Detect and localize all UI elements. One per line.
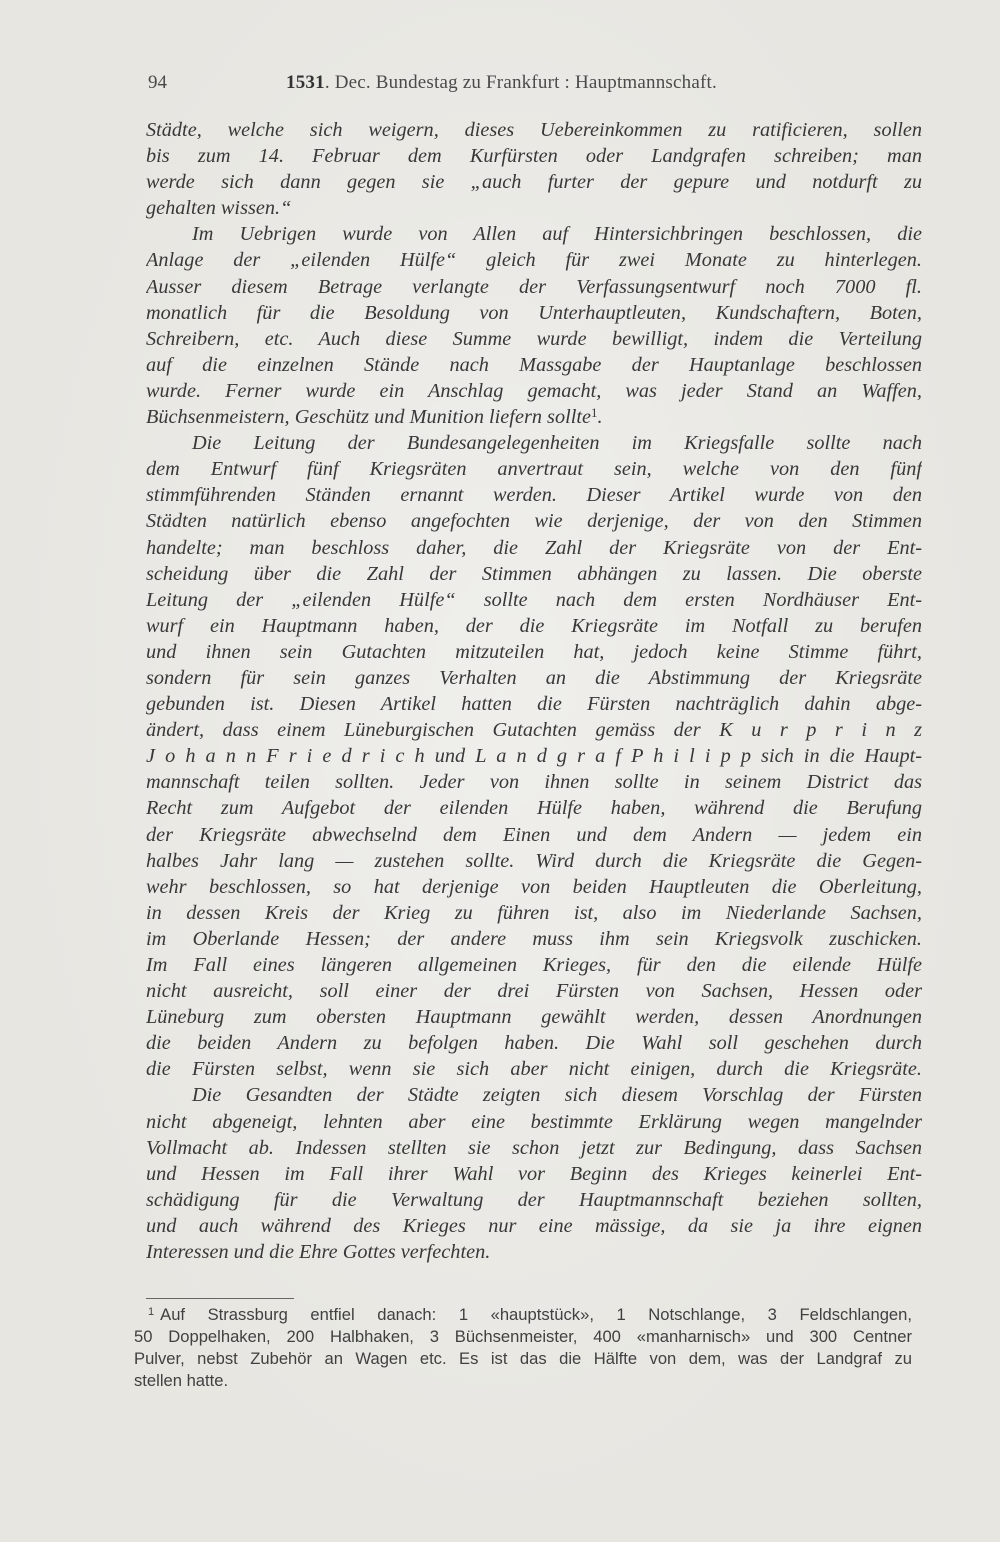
text-line-content: auf die einzelnen Stände nach Massgabe der Hauptanlage beschlossen — [146, 353, 922, 376]
text-line — [146, 822, 922, 848]
text-line-content: gebunden ist. Diesen Artikel hatten die Fürsten nachträglich dahin abge- — [146, 693, 922, 716]
footnote-line — [134, 1348, 912, 1370]
text-line-content: wurf ein Hauptmann haben, der die Kriegsräte im Notfall zu berufen — [146, 614, 922, 637]
text-line — [146, 795, 922, 821]
text-line-content: stimmführenden Ständen ernannt werden. Dieser Artikel wurde von den — [146, 484, 922, 507]
text-line — [146, 1082, 922, 1108]
text-line-content: Büchsenmeistern, Geschütz und Munition liefern sollte — [146, 406, 591, 429]
text-line — [146, 143, 922, 169]
text-line — [146, 247, 922, 273]
text-line-content: schädigung für die Verwaltung der Hauptmannschaft beziehen sollten, — [146, 1188, 922, 1211]
text-line — [146, 456, 922, 482]
text-line — [146, 1135, 922, 1161]
text-line-content: wehr beschlossen, so hat derjenige von beiden Hauptleuten die Oberleitung, — [146, 875, 922, 898]
text-line-content: nicht abgeneigt, lehnten aber eine bestimmte Erklärung wegen mangelnder — [146, 1110, 922, 1133]
text-line — [146, 274, 922, 300]
text-line-content: halbes Jahr lang — zustehen sollte. Wird durch die Kriegsräte die Gegen- — [146, 849, 922, 872]
text-line-content: scheidung über die Zahl der Stimmen abhängen zu lassen. Die oberste — [146, 562, 922, 585]
text-line-content: nicht ausreicht, soll einer der drei Fürsten von Sachsen, Hessen oder — [146, 980, 922, 1003]
text-line-content: Ausser diesem Betrage verlangte der Verfassungsentwurf noch 7000 fl. — [146, 275, 922, 298]
running-title — [286, 72, 717, 94]
text-line-content: Die Leitung der Bundesangelegenheiten im Kriegsfalle sollte nach — [192, 432, 922, 455]
text-line-content: Anlage der „eilenden Hülfe“ gleich für zwei Monate zu hinterlegen. — [146, 249, 922, 272]
text-line — [146, 1239, 922, 1265]
footnote-divider — [146, 1298, 294, 1299]
text-line — [146, 1056, 922, 1082]
footnote-line-content: Pulver, nebst Zubehör an Wagen etc. Es ist das die Hälfte von dem, was der Landgraf zu — [134, 1349, 912, 1368]
text-line-content: Recht zum Aufgebot der eilenden Hülfe haben, während die Berufung — [146, 797, 922, 820]
text-line-content: J o h a n n F r i e d r i c h und L a n d g r a f P h i l i p p sich in die Haupt- — [146, 745, 922, 768]
text-line-content: ändert, dass einem Lüneburgischen Gutachten gemäss der K u r p r i n z — [146, 719, 922, 742]
text-line-content: und ihnen sein Gutachten mitzuteilen hat, jedoch keine Stimme führt, — [146, 640, 922, 663]
text-line-content: die Fürsten selbst, wenn sie sich aber nicht einigen, durch die Kriegsräte. — [146, 1058, 922, 1081]
text-line — [146, 926, 922, 952]
text-line — [146, 561, 922, 587]
text-line-content: im Oberlande Hessen; der andere muss ihm sein Kriegsvolk zuschicken. — [146, 927, 922, 950]
text-line — [146, 169, 922, 195]
text-line — [146, 195, 922, 221]
text-line — [146, 1004, 922, 1030]
text-line-content: Vollmacht ab. Indessen stellten sie schon jetzt zur Bedingung, dass Sachsen — [146, 1136, 922, 1159]
footnote-line-content: 50 Doppelhaken, 200 Halbhaken, 3 Büchsenmeister, 400 «manharnisch» und 300 Centner — [134, 1327, 912, 1346]
text-line — [146, 326, 922, 352]
text-line-content: monatlich für die Besoldung von Unterhauptleuten, Kundschaftern, Boten, — [146, 301, 922, 324]
text-line — [146, 221, 922, 247]
text-line-content: werde sich dann gegen sie „auch furter der gepure und notdurft zu — [146, 171, 922, 194]
page-header — [148, 72, 788, 100]
text-line-content: Leitung der „eilenden Hülfe“ sollte nach dem ersten Nordhäuser Ent- — [146, 588, 922, 611]
text-line — [146, 587, 922, 613]
footnote-line-content: stellen hatte. — [134, 1371, 229, 1390]
text-line-content: dem Entwurf fünf Kriegsräten anvertraut sein, welche von den fünf — [146, 458, 922, 481]
text-line-content: und Hessen im Fall ihrer Wahl vor Beginn des Krieges keinerlei Ent- — [146, 1162, 922, 1185]
footnote-mark: 1 — [148, 1306, 155, 1318]
text-line — [146, 874, 922, 900]
text-line — [146, 952, 922, 978]
text-line — [146, 1109, 922, 1135]
text-line — [146, 117, 922, 143]
text-line-content: Im Fall eines längeren allgemeinen Krieges, für den die eilende Hülfe — [146, 954, 922, 976]
text-line — [146, 1030, 922, 1056]
header-year: 1531 — [286, 72, 325, 93]
text-line — [146, 482, 922, 508]
text-line — [146, 848, 922, 874]
text-line-content: Die Gesandten der Städte zeigten sich diesem Vorschlag der Fürsten — [192, 1084, 922, 1107]
text-line-content: Lüneburg zum obersten Hauptmann gewählt werden, dessen Anordnungen — [146, 1006, 922, 1029]
text-line-content: gehalten wissen.“ — [146, 197, 292, 220]
footnote-line — [134, 1304, 912, 1326]
text-line — [146, 508, 922, 534]
text-line-content: Im Uebrigen wurde von Allen auf Hintersichbringen beschlossen, die — [192, 223, 922, 246]
footnote-line-content: Auf Strassburg entfiel danach: 1 «hauptstück», 1 Notschlange, 3 Feldschlangen, — [160, 1305, 912, 1324]
footnote-line — [134, 1326, 912, 1348]
footnote-reference[interactable]: 1 — [591, 405, 598, 421]
text-line — [146, 1187, 922, 1213]
text-line-content: handelte; man beschloss daher, die Zahl der Kriegsräte von der Ent- — [146, 536, 922, 559]
text-line-content: mannschaft teilen sollten. Jeder von ihnen sollte in seinem District das — [146, 771, 922, 794]
text-line — [146, 378, 922, 404]
text-line-content: der Kriegsräte abwechselnd dem Einen und dem Andern — jedem ein — [146, 823, 922, 846]
text-line — [146, 352, 922, 378]
text-line-content: in dessen Kreis der Krieg zu führen ist, also im Niederlande Sachsen, — [146, 901, 922, 924]
text-line — [146, 691, 922, 717]
text-line — [146, 430, 922, 456]
text-line — [146, 535, 922, 561]
text-line — [146, 1161, 922, 1187]
text-line — [146, 900, 922, 926]
text-line — [146, 300, 922, 326]
text-line — [146, 978, 922, 1004]
text-line — [146, 743, 922, 769]
footnote-line — [134, 1370, 912, 1392]
text-line-content: Schreibern, etc. Auch diese Summe wurde bewilligt, indem die Verteilung — [146, 327, 922, 350]
text-line: Büchsenmeistern, Geschütz und Munition liefern sollte$^1$. — [146, 405, 603, 429]
text-line — [146, 717, 922, 743]
footnote — [134, 1304, 912, 1392]
text-line — [146, 1213, 922, 1239]
header-title-text: . Dec. Bundestag zu Frankfurt : Hauptmannschaft. — [324, 72, 717, 93]
text-line-content: Städte, welche sich weigern, dieses Uebereinkommen zu ratificieren, sollen — [146, 119, 922, 141]
text-line-content: wurde. Ferner wurde ein Anschlag gemacht, was jeder Stand an Waffen, — [146, 379, 922, 402]
text-line — [146, 639, 922, 665]
main-text — [146, 117, 922, 1265]
text-line-content: Interessen und die Ehre Gottes verfechten. — [146, 1241, 491, 1264]
text-line — [146, 665, 922, 691]
text-line-content: und auch während des Krieges nur eine mässige, da sie ja ihre eignen — [146, 1214, 922, 1237]
text-line-content: Städten natürlich ebenso angefochten wie derjenige, der von den Stimmen — [146, 510, 922, 533]
text-line-content: bis zum 14. Februar dem Kurfürsten oder Landgrafen schreiben; man — [146, 145, 922, 168]
text-line — [146, 769, 922, 795]
page-number: 94 — [148, 72, 167, 93]
text-line-content: sondern für sein ganzes Verhalten an die Abstimmung der Kriegsräte — [146, 666, 922, 689]
text-line — [146, 613, 922, 639]
text-line-content: die beiden Andern zu befolgen haben. Die Wahl soll geschehen durch — [146, 1032, 922, 1055]
